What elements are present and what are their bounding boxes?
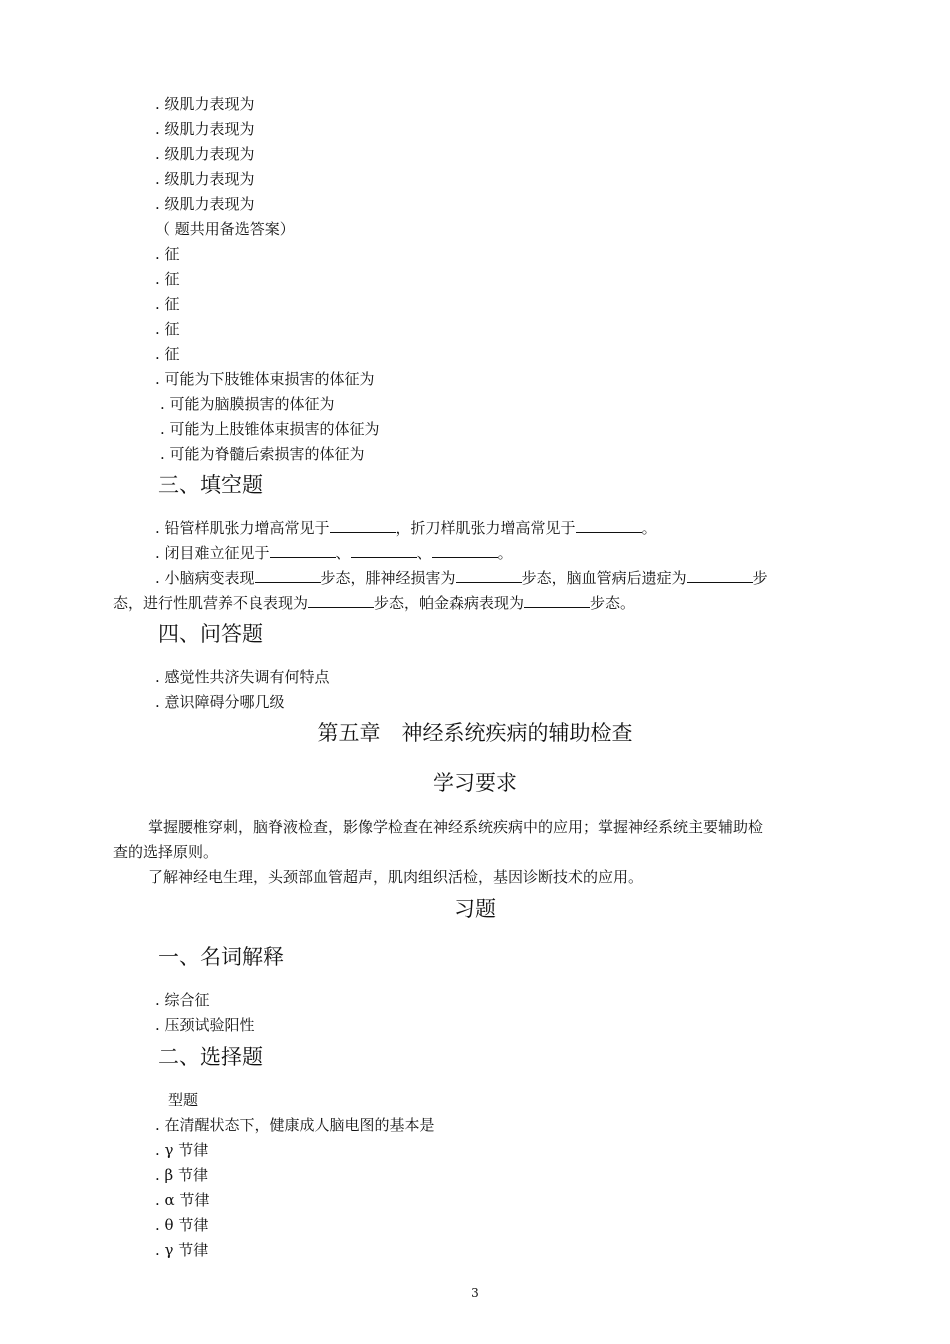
question-text: . 闭目难立征见于 — [155, 544, 270, 562]
answer-blank — [687, 568, 753, 583]
answer-blank — [432, 543, 498, 558]
question-item: . 可能为下肢锥体束损害的体征为 — [155, 370, 375, 388]
option-item: . 征 — [155, 345, 180, 363]
question-text: 步态，帕金森病表现为 — [374, 594, 525, 612]
question-text: 步 — [752, 569, 768, 587]
list-item: . 级肌力表现为 — [155, 95, 255, 113]
fill-question-continued — [113, 593, 635, 613]
option-item: . β 节律 — [155, 1166, 208, 1184]
question-item: . 意识障碍分哪几级 — [155, 693, 285, 711]
question-text: . 铅管样肌张力增高常见于 — [155, 519, 330, 537]
exercises-title: 习题 — [454, 897, 496, 921]
question-item: . 可能为上肢锥体束损害的体征为 — [160, 420, 380, 438]
term-item: . 压颈试验阳性 — [155, 1016, 255, 1034]
question-type-label: 型题 — [168, 1091, 199, 1109]
question-item: . 在清醒状态下，健康成人脑电图的基本是 — [155, 1116, 435, 1134]
question-text: 步态，腓神经损害为 — [320, 569, 456, 587]
question-item: . 感觉性共济失调有何特点 — [155, 668, 330, 686]
answer-blank — [270, 543, 336, 558]
term-item: . 综合征 — [155, 991, 210, 1009]
list-item: . 级肌力表现为 — [155, 120, 255, 138]
question-text: 。 — [641, 519, 657, 537]
question-text: ，折刀样肌张力增高常见于 — [395, 519, 576, 537]
question-text: 、 — [416, 544, 432, 562]
fill-question — [155, 518, 657, 538]
section-title: 四、问答题 — [158, 622, 263, 646]
answer-blank — [330, 518, 396, 533]
question-text: 、 — [335, 544, 351, 562]
requirements-title: 学习要求 — [433, 771, 517, 795]
answer-blank — [308, 593, 374, 608]
option-item: . γ 节律 — [155, 1141, 209, 1159]
chapter-title: 第五章 神经系统疾病的辅助检查 — [317, 721, 633, 745]
option-item: . 征 — [155, 270, 180, 288]
question-text: 步态。 — [590, 594, 636, 612]
question-text: 步态，脑血管病后遗症为 — [521, 569, 687, 587]
paragraph-line: 查的选择原则。 — [113, 843, 219, 861]
section-title: 三、填空题 — [158, 473, 263, 497]
option-item: . γ 节律 — [155, 1241, 209, 1259]
option-item: . θ 节律 — [155, 1216, 209, 1234]
question-text: 态，进行性肌营养不良表现为 — [113, 594, 309, 612]
fill-question — [155, 568, 768, 588]
option-item: . 征 — [155, 245, 180, 263]
section-title: 一、名词解释 — [158, 945, 284, 969]
question-item: . 可能为脊髓后索损害的体征为 — [160, 445, 365, 463]
paragraph-line: 了解神经电生理，头颈部血管超声，肌肉组织活检，基因诊断技术的应用。 — [148, 868, 644, 886]
answer-blank — [255, 568, 321, 583]
answer-blank — [456, 568, 522, 583]
question-text: . 小脑病变表现 — [155, 569, 255, 587]
answer-blank — [576, 518, 642, 533]
list-item: . 级肌力表现为 — [155, 170, 255, 188]
option-item: . 征 — [155, 320, 180, 338]
paragraph-line: 掌握腰椎穿刺，脑脊液检查，影像学检查在神经系统疾病中的应用；掌握神经系统主要辅助检 — [148, 818, 764, 836]
fill-question — [155, 543, 513, 563]
page-number: 3 — [471, 1286, 479, 1300]
answer-blank — [351, 543, 417, 558]
list-item: . 级肌力表现为 — [155, 195, 255, 213]
list-item: . 级肌力表现为 — [155, 145, 255, 163]
option-item: . 征 — [155, 295, 180, 313]
option-item: . α 节律 — [155, 1191, 210, 1209]
question-item: . 可能为脑膜损害的体征为 — [160, 395, 335, 413]
section-title: 二、选择题 — [158, 1045, 263, 1069]
answer-blank — [524, 593, 590, 608]
question-text: 。 — [497, 544, 513, 562]
shared-answers-header: （ 题共用备选答案） — [155, 220, 295, 238]
